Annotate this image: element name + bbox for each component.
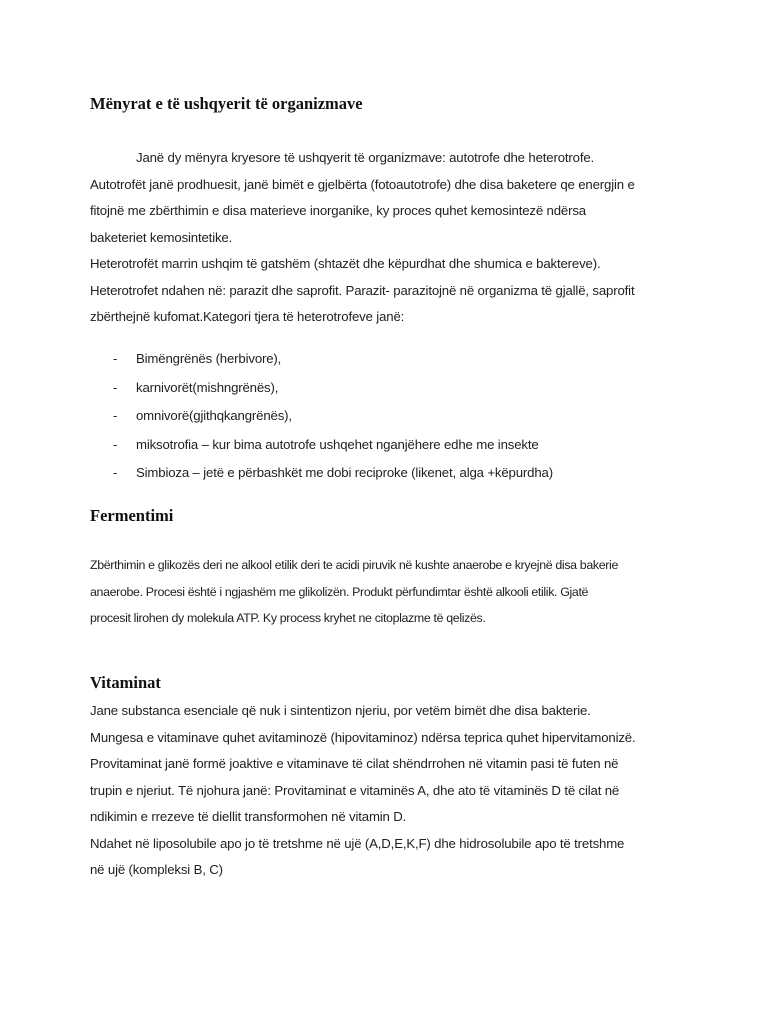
section-title-nutrition: Mënyrat e të ushqyerit të organizmave (90, 94, 363, 113)
list-item (113, 402, 553, 431)
text-line: trupin e njeriut. Të njohura janë: Provitaminat e vitaminës A, dhe ato të vitaminës D të cilat në (90, 782, 620, 798)
text-line: Zbërthimin e glikozës deri ne alkool etilik deri te acidi piruvik në kushte anaerobe e kryejnë disa bakerie (90, 558, 619, 572)
text-line: Provitaminat janë formë joaktive e vitaminave të cilat shëndrrohen në vitamin pasi të futen në (90, 756, 619, 771)
text-line: fitojnë me zbërthimin e disa materieve inorganike, ky proces quhet kemosintezë ndërsa (90, 203, 586, 218)
text-line: anaerobe. Procesi është i ngjashëm me glikolizën. Produkt përfundimtar është alkooli etilik. Gjatë (90, 584, 589, 599)
text-line: zbërthejnë kufomat.Kategori tjera të heterotrofeve janë: (90, 309, 405, 324)
text-line: baketeriet kemosintetike. (90, 229, 233, 245)
text-line: Mungesa e vitaminave quhet avitaminozë (hipovitaminoz) ndërsa teprica quhet hipervitamonizë. (90, 729, 636, 745)
list-item (113, 345, 553, 374)
text-line: Autotrofët janë prodhuesit, janë bimët e gjelbërta (fotoautotrofe) dhe disa baketere qe energjin e (90, 176, 635, 192)
list-item (113, 374, 553, 403)
list-item (113, 431, 553, 460)
text-line: ndikimin e rrezeve të diellit transformohen në vitamin D. (90, 809, 407, 824)
text-line: Heterotrofet ndahen në: parazit dhe saprofit. Parazit- parazitojnë në organizma të gjallë, saprofit (90, 282, 635, 298)
list-item (113, 459, 553, 488)
list-item-text: Simbioza – jetë e përbashkët me dobi reciproke (likenet, alga +këpurdha) (136, 465, 553, 480)
paragraph-vitamins (90, 698, 690, 884)
text-line: Ndahet në liposolubile apo jo të tretshme në ujë (A,D,E,K,F) dhe hidrosolubile apo të tretshme (90, 835, 625, 851)
section-title-vitamins: Vitaminat (90, 673, 161, 692)
list-marker: - (113, 408, 118, 423)
list-marker: - (113, 436, 118, 452)
list-marker: - (113, 379, 118, 395)
list-marker: - (113, 465, 118, 480)
text-line: procesit lirohen dy molekula ATP. Ky process kryhet ne citoplazme të qelizës. (90, 611, 486, 625)
paragraph-fermentation (90, 552, 690, 632)
list-item-text: karnivorët(mishngrënës), (136, 379, 279, 395)
text-line: Heterotrofët marrin ushqim të gatshëm (shtazët dhe këpurdhat dhe shumica e baktereve). (90, 256, 601, 271)
text-line: Jane substanca esenciale që nuk i sintentizon njeriu, por vetëm bimët dhe disa bakterie. (90, 703, 591, 718)
list-item-text: omnivorë(gjithqkangrënës), (136, 408, 292, 423)
list-marker: - (113, 351, 118, 366)
list-item-text: miksotrofia – kur bima autotrofe ushqehet nganjëhere edhe me insekte (136, 436, 539, 452)
paragraph-nutrition (90, 145, 690, 331)
heterotroph-categories-list (113, 345, 553, 488)
text-line: Janë dy mënyra kryesore të ushqyerit të organizmave: autotrofe dhe heterotrofe. (136, 150, 595, 165)
text-line: në ujë (kompleksi B, C) (90, 862, 223, 877)
list-item-text: Bimëngrënës (herbivore), (136, 351, 282, 366)
section-title-fermentation: Fermentimi (90, 506, 174, 525)
